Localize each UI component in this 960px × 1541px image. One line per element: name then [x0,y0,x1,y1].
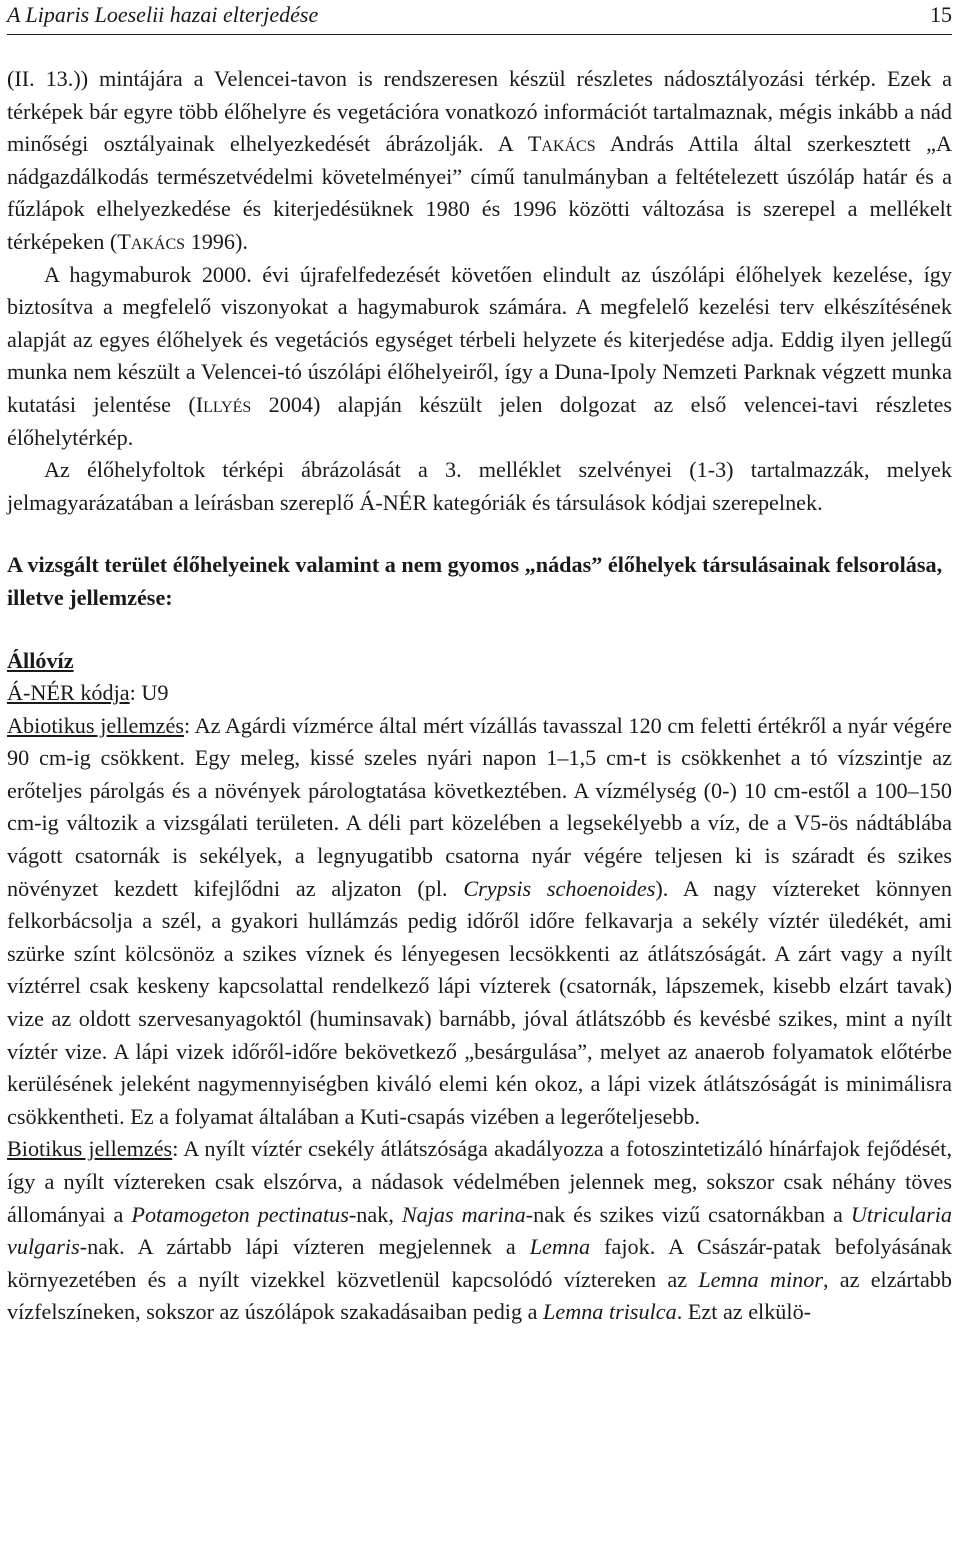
biotic-text-g: . Ezt az elkülö- [676,1299,812,1325]
p1-text-a: (II. 13.)) mintájára a Velencei-tavon is rendszeresen készül részletes nádosztályozási térkép. Ezek a térképek bár egyre több élőhelyre és vegetációra vonatkozó információt tartalmaznak, mégis inkább a nád minőségi osztályainak elhelyezkedését ábrázolják. A [7,66,952,157]
author-illyes: Illyés [195,391,252,417]
aner-code-line [7,677,952,710]
p2-text-b: 2004) alapján készült jelen dolgozat az első velencei-tavi részletes élőhelytérkép. [7,391,952,450]
species-lemna-trisulca: Lemna trisulca [543,1299,677,1325]
running-title: A Liparis Loeselii hazai elterjedése [7,2,319,27]
species-potamogeton: Potamogeton pectinatus [131,1201,349,1227]
biotic-label: Biotikus jellemzés [7,1136,173,1162]
biotic-characterization [7,1133,952,1329]
species-najas: Najas marina [401,1201,526,1227]
page-body [7,63,952,1329]
biotic-text-d: -nak. A zártabb lápi vízteren megjelennek a [79,1234,530,1260]
biotic-text-a: : A nyílt víztér csekély átlátszósága akadályozza a fotoszintetizáló hínárfajok fejődését, így a nyílt víztereken csak elszórva, a nádasok védelmében jelennek meg, sokszor csak néhány töves állományai a [7,1136,952,1227]
author-takacs-1: Takács [527,131,596,157]
section-heading: A vizsgált terület élőhelyeinek valamint a nem gyomos „nádas” élőhelyek társulásainak felsorolása, illetve jellemzése: [7,552,943,610]
abiotic-label: Abiotikus jellemzés [7,712,184,738]
abiotic-text-b: ). A nagy víztereket könnyen felkorbácsolja a szél, a gyakori hullámzás pedig időről időre felkavarja a sekély víztér üledékét, ami szürke színt kölcsönöz a szikes víznek és lényegesen lecsökkenti az átlátszóságát. A zárt vagy a nyílt víztérrel csak keskeny kapcsolattal rendelkező lápi vízterek (csatornák, lápszemek, kisebb elzárt tavak) vize az oldott szervesanyagoktól (huminsavak) barnább, jóval átlátszóbb és kevésbé szikes, mint a nyílt víztér vize. A lápi vizek időről-időre bekövetkező „besárgulása”, melyet az anaerob folyamatok előtérbe kerülésének jeleként nagymennyiségben kiváló elemi kén okoz, a lápi vizek átlátszóságát is minimálisra csökkentheti. Ez a folyamat általában a Kuti-csapás vizében a legerőteljesebb. [7,875,952,1129]
p1-text-b: András Attila által szerkesztett „A nádgazdálkodás természetvédelmi követelményei” című tanulmányban a feltételezett úszóláp határ és a fűzlápok elhelyezkedése és kiterjedésüknek 1980 és 1996 közötti változása is szerepel a mellékelt térképeken ( [7,131,952,254]
p1-text-c: 1996). [185,228,248,254]
species-utricularia: Utricularia vulgaris [7,1201,952,1260]
page-header [7,0,952,35]
biotic-text-f: , az elzártabb vízfelszíneken, sokszor az úszólápok szakadásaiban pedig a [7,1266,952,1325]
p2-text-a: A hagymaburok 2000. évi újrafelfedezését követően elindult az úszólápi élőhelyek kezelése, így biztosítva a megfelelő viszonyokat a hagymaburok számára. A megfelelő kezelési terv elkészítésének alapját az egyes élőhelyek és vegetációs egységet térbeli helyzete és kiterjedése adja. Eddig ilyen jellegű munka nem készült a Velencei-tó úszólápi élőhelyeiről, így a Duna-Ipoly Nemzeti Parknak végzett munka kutatási jelentése ( [7,261,952,417]
page-number: 15 [930,2,952,27]
aner-code-value: : U9 [129,680,169,706]
biotic-text-c: -nak és szikes vizű csatornákban a [525,1201,851,1227]
biotic-text-e: fajok. A Császár-patak befolyásának környezetében és a nyílt vizekkel közvetlenül kapcsolódó víztereken az [7,1234,953,1292]
paragraph-habitat-management [7,259,952,455]
subheading-allovíz: Állóvíz [7,647,74,673]
abiotic-text-a: : Az Agárdi vízmérce által mért vízállás tavasszal 120 cm feletti értékről a nyár végére 90 cm-ig csökkent. Egy meleg, kissé szeles nyári napon 1–1,5 cm-t is csökkenhet a tó vízszintje az erőteljes párolgás és a növények párologtatása következtében. A vízmélység (0-) 10 cm-estől a 100–150 cm-ig változik a vizsgálati területen. A déli part közelében a legsekélyebb a víz, de a V5-ös nádtáblába vágott csatornák is sekélyek, a legnyugatibb csatorna nyár végére teljesen ki is száradt és szikes növényzet kezdett kifejlődni az aljzaton (pl. [7,712,952,901]
paragraph-mapping-history [7,63,952,259]
abiotic-characterization [7,710,952,1134]
species-lemna: Lemna [529,1234,591,1260]
biotic-text-b: -nak, [348,1201,402,1227]
paragraph-map-appendix: Az élőhelyfoltok térképi ábrázolását a 3. melléklet szelvényei (1-3) tartalmazzák, melyek jelmagyarázatában a leírásban szereplő Á-NÉR kategóriák és társulások kódjai szerepelnek. [7,457,952,515]
aner-code-label: Á-NÉR kódja [7,680,130,706]
species-crypsis: Crypsis schoenoides [463,875,656,901]
author-takacs-2: Takács [117,228,186,254]
species-lemna-minor: Lemna minor [698,1266,823,1292]
